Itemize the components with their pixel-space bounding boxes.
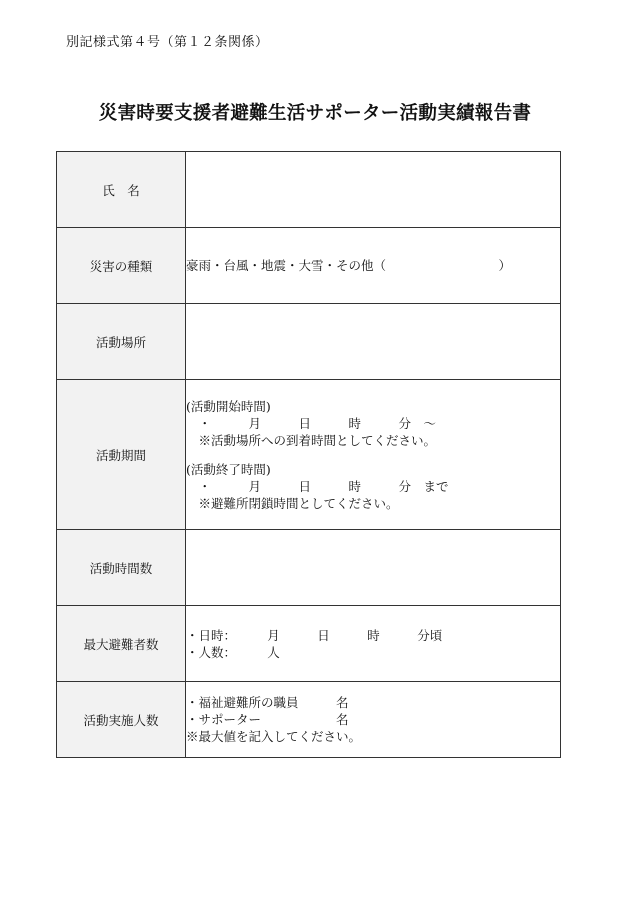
form-number: 別記様式第４号（第１２条関係）	[66, 35, 269, 50]
page-title: 災害時要支援者避難生活サポーター活動実績報告書	[98, 103, 532, 124]
staff-field[interactable]	[186, 682, 561, 758]
row-hours	[57, 530, 561, 606]
disaster-type-field[interactable]	[186, 228, 561, 304]
name-label: 氏 名	[57, 152, 186, 228]
hours-field[interactable]	[186, 530, 561, 606]
period-start-line: ・ 月 日 時 分 ～	[186, 415, 437, 431]
row-period	[57, 380, 561, 530]
period-end-heading: (活動終了時間)	[186, 461, 271, 477]
period-label: 活動期間	[57, 380, 186, 530]
period-start-heading: (活動開始時間)	[186, 398, 271, 414]
staff-welfare: ・福祉避難所の職員 名	[186, 695, 349, 710]
staff-label: 活動実施人数	[57, 682, 186, 758]
max-evacuees-datetime: ・日時： 月 日 時 分頃	[186, 627, 443, 643]
row-name	[57, 152, 561, 228]
name-field[interactable]	[186, 152, 561, 228]
max-evacuees-count: ・人数： 人	[186, 644, 280, 660]
disaster-type-options: 豪雨・台風・地震・大雪・その他（ ）	[186, 258, 512, 273]
period-field[interactable]	[186, 380, 561, 530]
report-table	[56, 151, 561, 758]
period-end-line: ・ 月 日 時 分 まで	[186, 478, 449, 494]
staff-supporter: ・サポーター 名	[186, 712, 349, 727]
location-label: 活動場所	[57, 304, 186, 380]
period-start-note: ※活動場所への到着時間としてください。	[186, 432, 437, 448]
row-disaster-type	[57, 228, 561, 304]
hours-label: 活動時間数	[57, 530, 186, 606]
row-staff	[57, 682, 561, 758]
row-location	[57, 304, 561, 380]
max-evacuees-field[interactable]	[186, 606, 561, 682]
period-end-note: ※避難所閉鎖時間としてください。	[186, 495, 399, 511]
max-evacuees-label: 最大避難者数	[57, 606, 186, 682]
row-max-evacuees	[57, 606, 561, 682]
staff-note: ※最大値を記入してください。	[186, 729, 362, 744]
location-field[interactable]	[186, 304, 561, 380]
disaster-type-label: 災害の種類	[57, 228, 186, 304]
